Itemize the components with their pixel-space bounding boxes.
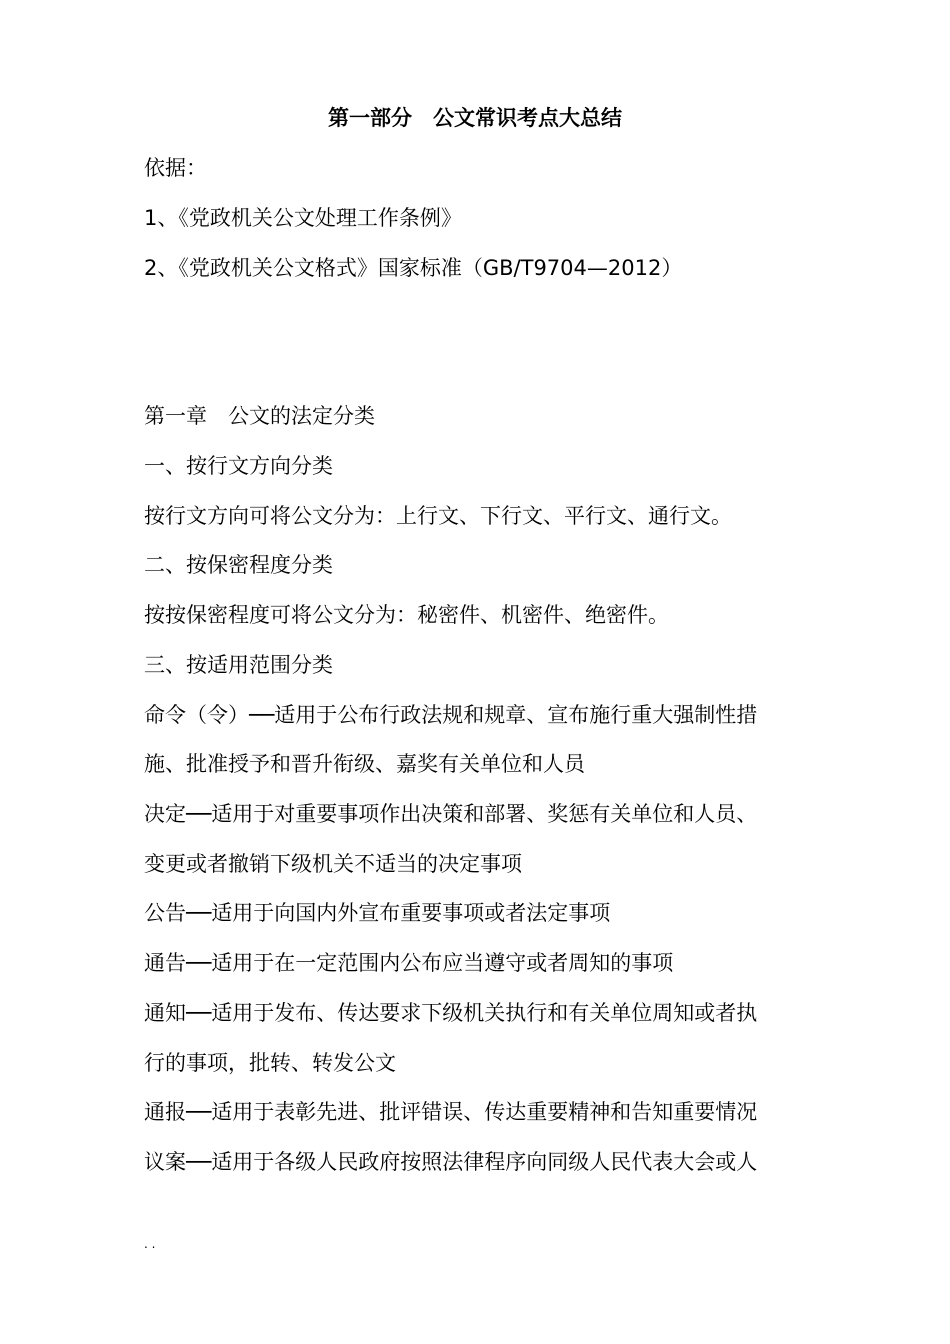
- paragraph-line: 公告──适用于向国内外宣布重要事项或者法定事项: [144, 901, 611, 925]
- footer-mark: . .: [144, 1237, 156, 1251]
- page-title: 第一部分 公文常识考点大总结: [328, 106, 622, 130]
- section-heading-direction: 一、按行文方向分类: [144, 454, 333, 478]
- paragraph-line: 命令（令）──适用于公布行政法规和规章、宣布施行重大强制性措: [144, 703, 758, 727]
- section-heading-scope: 三、按适用范围分类: [144, 653, 333, 677]
- paragraph-line: 决定──适用于对重要事项作出决策和部署、奖惩有关单位和人员、: [144, 802, 758, 826]
- basis-item-2: 2、《党政机关公文格式》国家标准（GB/T9704—2012）: [144, 256, 683, 280]
- paragraph-line: 施、批准授予和晋升衔级、嘉奖有关单位和人员: [144, 752, 585, 776]
- section-heading-secrecy: 二、按保密程度分类: [144, 553, 333, 577]
- paragraph-line: 通知──适用于发布、传达要求下级机关执行和有关单位周知或者执: [144, 1001, 758, 1025]
- paragraph-line: 按按保密程度可将公文分为：秘密件、机密件、绝密件。: [144, 603, 669, 627]
- basis-item-1: 1、《党政机关公文处理工作条例》: [144, 206, 462, 230]
- chapter-heading: 第一章 公文的法定分类: [144, 404, 375, 428]
- paragraph-line: 按行文方向可将公文分为：上行文、下行文、平行文、通行文。: [144, 504, 732, 528]
- basis-label: 依据：: [144, 156, 207, 180]
- paragraph-line: 变更或者撤销下级机关不适当的决定事项: [144, 852, 522, 876]
- paragraph-line: 通报──适用于表彰先进、批评错误、传达重要精神和告知重要情况: [144, 1100, 758, 1124]
- paragraph-line: 议案──适用于各级人民政府按照法律程序向同级人民代表大会或人: [144, 1150, 758, 1174]
- paragraph-line: 行的事项，批转、转发公文: [144, 1051, 396, 1075]
- paragraph-line: 通告──适用于在一定范围内公布应当遵守或者周知的事项: [144, 951, 674, 975]
